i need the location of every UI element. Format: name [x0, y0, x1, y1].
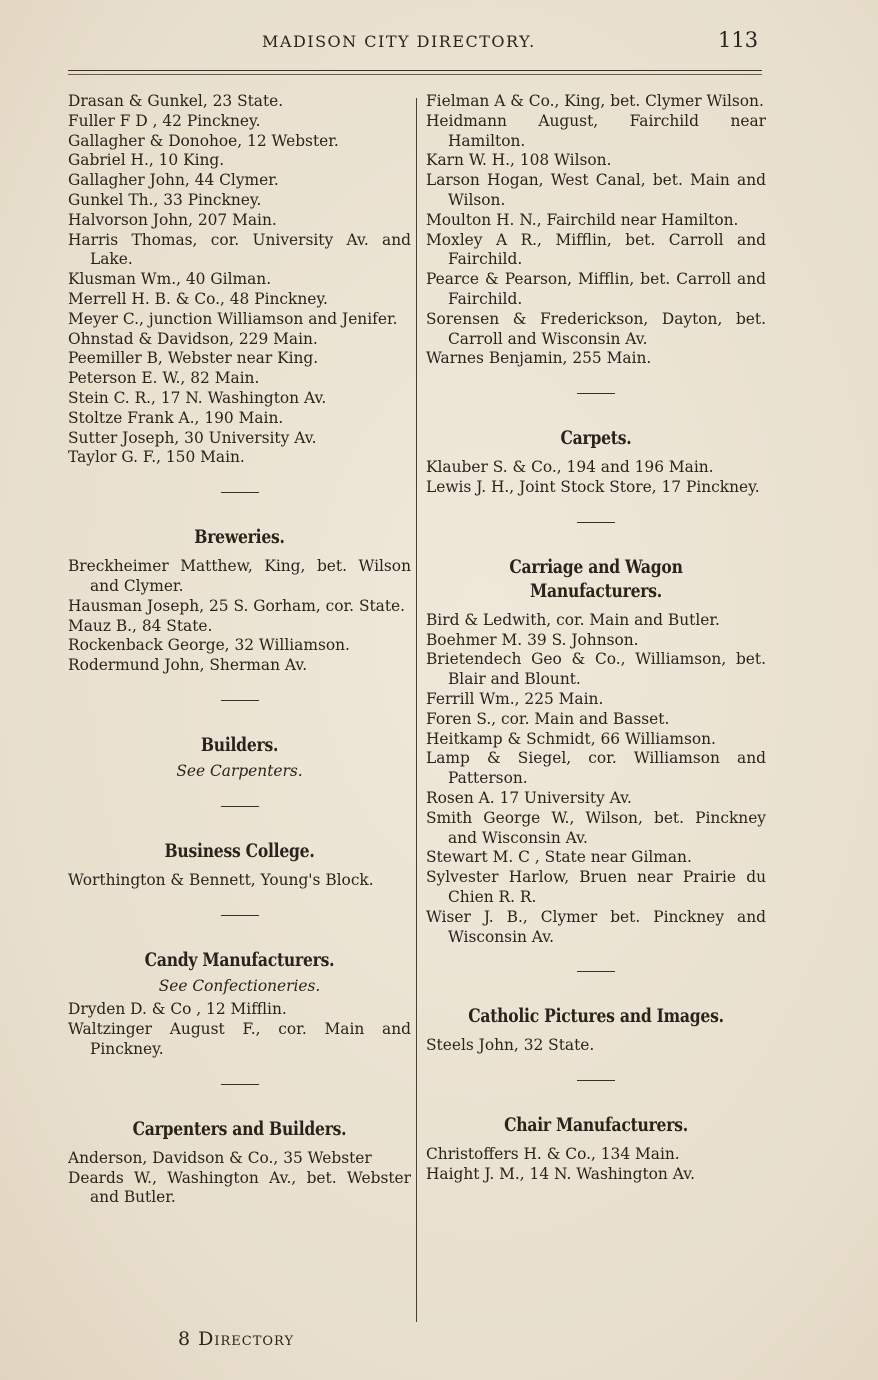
right-column — [426, 92, 766, 1185]
header-rule-thin — [68, 74, 762, 75]
listing-entry: Stewart M. C , State near Gilman. — [426, 848, 692, 867]
left-column — [68, 92, 411, 1208]
listing-entry: Boehmer M. 39 S. Johnson. — [426, 630, 639, 649]
listing-entry: Sutter Joseph, 30 University Av. — [68, 428, 317, 447]
section-candy-manufacturers — [68, 948, 411, 1060]
listing-entry: Rosen A. 17 University Av. — [426, 788, 632, 807]
listing-entry: Peterson E. W., 82 Main. — [68, 369, 260, 388]
listing-entry: Halvorson John, 207 Main. — [68, 210, 277, 229]
page-header — [0, 28, 878, 58]
listing-entry: Lewis J. H., Joint Stock Store, 17 Pinckney. — [426, 477, 760, 496]
listing-entry: Pearce & Pearson, Mifflin, bet. Carroll and Fairchild. — [426, 270, 766, 308]
section-separator — [221, 700, 259, 701]
listing-entry: Merrell H. B. & Co., 48 Pinckney. — [68, 289, 328, 308]
cross-reference-note: See Confectioneries. — [158, 976, 321, 995]
section-builders — [68, 733, 411, 782]
listing-entry: Rockenback George, 32 Williamson. — [68, 636, 350, 655]
listing-entry: Haight J. M., 14 N. Washington Av. — [426, 1164, 695, 1183]
continued-entries — [68, 92, 411, 468]
listing-entry: Fielman A & Co., King, bet. Clymer Wilson. — [426, 92, 764, 110]
signature-mark: 8 Directory — [178, 1328, 295, 1350]
section-separator — [221, 806, 259, 807]
listing-entry: Warnes Benjamin, 255 Main. — [426, 349, 652, 368]
listing-entry: Waltzinger August F., cor. Main and Pinckney. — [68, 1020, 411, 1058]
section-heading: Chair Manufacturers. — [504, 1114, 688, 1137]
listing-entry: Steels John, 32 State. — [426, 1036, 595, 1055]
listing-entry: Brietendech Geo & Co., Williamson, bet. Blair and Blount. — [426, 650, 766, 689]
section-carpenters-and-builders — [68, 1117, 411, 1208]
section-heading: Carpenters and Builders. — [132, 1117, 347, 1140]
running-title: MADISON CITY DIRECTORY. — [262, 32, 536, 51]
section-catholic-pictures — [426, 1004, 766, 1056]
section-heading: Breweries. — [194, 526, 285, 549]
page-number: 113 — [718, 28, 759, 52]
listing-entry: Sylvester Harlow, Bruen near Prairie du Chien R. R. — [426, 868, 766, 906]
listing-entry: Fuller F D , 42 Pinckney. — [68, 111, 261, 130]
header-rule — [68, 70, 762, 71]
listing-entry: Stoltze Frank A., 190 Main. — [68, 408, 284, 427]
listing-entry: Christoffers H. & Co., 134 Main. — [426, 1145, 680, 1164]
listing-entry: Gallagher & Donohoe, 12 Webster. — [68, 131, 339, 150]
section-carriage-and-wagon — [426, 555, 766, 948]
listing-entry: Klusman Wm., 40 Gilman. — [68, 270, 272, 289]
listing-entry: Drasan & Gunkel, 23 State. — [68, 92, 284, 110]
section-heading: Catholic Pictures and Images. — [468, 1005, 724, 1028]
listing-entry: Moulton H. N., Fairchild near Hamilton. — [426, 210, 739, 229]
section-separator — [577, 971, 615, 972]
section-separator — [221, 915, 259, 916]
listing-entry: Stein C. R., 17 N. Washington Av. — [68, 388, 327, 407]
listing-entry: Anderson, Davidson & Co., 35 Webster — [68, 1148, 372, 1167]
listing-entry: Heidmann August, Fairchild near Hamilton. — [426, 111, 766, 150]
cross-reference-note: See Carpenters. — [176, 761, 303, 780]
section-heading: Candy Manufacturers. — [144, 948, 335, 971]
listing-entry: Karn W. H., 108 Wilson. — [426, 151, 612, 170]
listing-entry: Worthington & Bennett, Young's Block. — [68, 870, 374, 889]
listing-entry: Taylor G. F., 150 Main. — [68, 448, 245, 467]
listing-entry: Mauz B., 84 State. — [68, 616, 213, 635]
section-separator — [221, 1084, 259, 1085]
listing-entry: Lamp & Siegel, cor. Williamson and Patterson. — [426, 749, 766, 788]
section-breweries — [68, 525, 411, 676]
listing-entry: Gabriel H., 10 King. — [68, 151, 225, 170]
listing-entry: Moxley A R., Mifflin, bet. Carroll and Fairchild. — [426, 230, 766, 269]
section-separator — [221, 492, 259, 493]
section-heading: Builders. — [200, 733, 279, 756]
continued-entries — [426, 92, 766, 369]
listing-entry: Hausman Joseph, 25 S. Gorham, cor. State. — [68, 596, 406, 615]
listing-entry: Harris Thomas, cor. University Av. and Lake. — [68, 230, 411, 269]
listing-entry: Ohnstad & Davidson, 229 Main. — [68, 329, 318, 348]
listing-entry: Gallagher John, 44 Clymer. — [68, 171, 279, 190]
section-separator — [577, 393, 615, 394]
listing-entry: Smith George W., Wilson, bet. Pinckney and Wisconsin Av. — [426, 808, 766, 847]
column-divider — [416, 98, 417, 1322]
section-carpets — [426, 426, 766, 498]
listing-entry: Gunkel Th., 33 Pinckney. — [68, 190, 262, 209]
section-separator — [577, 522, 615, 523]
listing-entry: Sorensen & Frederickson, Dayton, bet. Carroll and Wisconsin Av. — [426, 309, 766, 348]
listing-entry: Wiser J. B., Clymer bet. Pinckney and Wisconsin Av. — [426, 907, 766, 946]
section-separator — [577, 1080, 615, 1081]
listing-entry: Meyer C., junction Williamson and Jenifer. — [68, 309, 398, 328]
section-heading: Carpets. — [560, 427, 632, 450]
section-business-college — [68, 839, 411, 891]
listing-entry: Rodermund John, Sherman Av. — [68, 656, 308, 675]
listing-entry: Deards W., Washington Av., bet. Webster and Butler. — [68, 1168, 411, 1207]
listing-entry: Heitkamp & Schmidt, 66 Williamson. — [426, 729, 716, 748]
listing-entry: Foren S., cor. Main and Basset. — [426, 709, 670, 728]
section-chair-manufacturers — [426, 1113, 766, 1185]
listing-entry: Dryden D. & Co , 12 Mifflin. — [68, 1000, 287, 1019]
section-heading: Carriage and Wagon Manufacturers. — [509, 555, 683, 602]
listing-entry: Klauber S. & Co., 194 and 196 Main. — [426, 458, 714, 477]
listing-entry: Ferrill Wm., 225 Main. — [426, 689, 604, 708]
listing-entry: Breckheimer Matthew, King, bet. Wilson and Clymer. — [68, 557, 411, 595]
listing-entry: Bird & Ledwith, cor. Main and Butler. — [426, 610, 720, 629]
listing-entry: Peemiller B, Webster near King. — [68, 349, 319, 368]
section-heading: Business College. — [164, 839, 315, 862]
listing-entry: Larson Hogan, West Canal, bet. Main and Wilson. — [426, 171, 766, 209]
